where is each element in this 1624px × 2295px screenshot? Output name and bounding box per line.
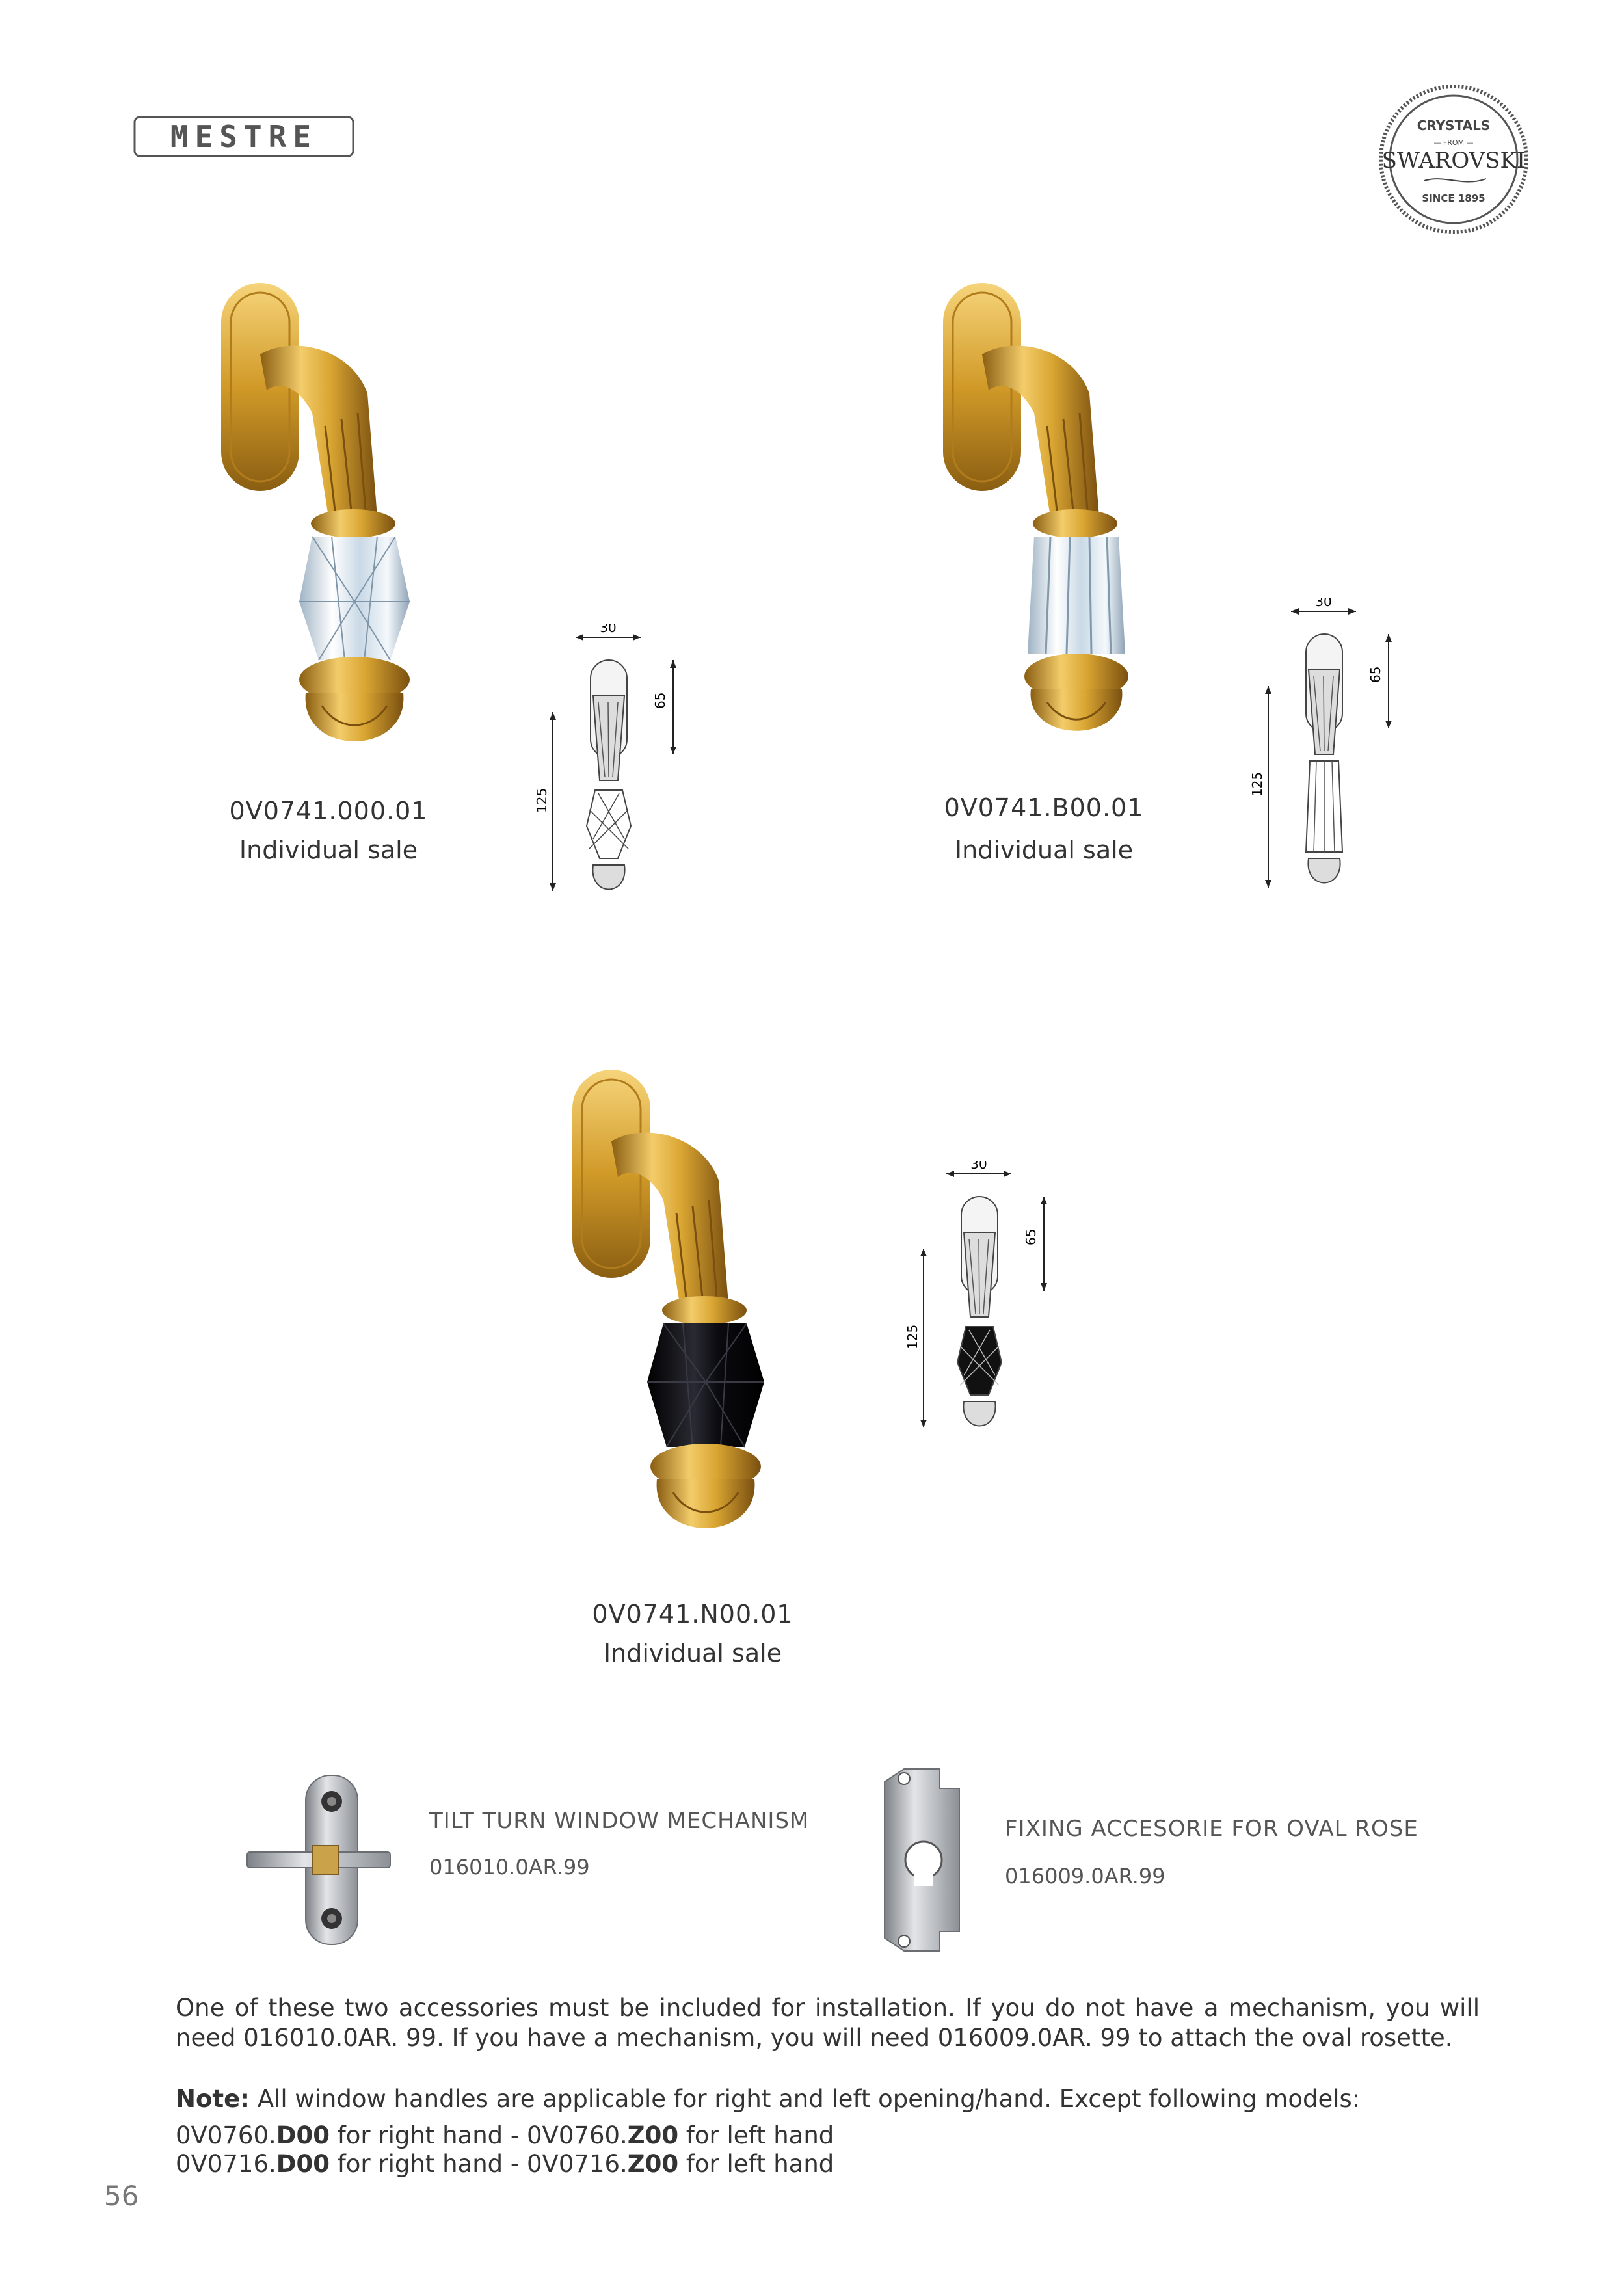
dim-total-label: 125 xyxy=(534,788,550,813)
product-code-3: 0V0741.N00.01 xyxy=(592,1600,793,1628)
dim-width-label: 30 xyxy=(600,624,617,635)
product-code-1: 0V0741.000.01 xyxy=(229,797,428,825)
accessory-code-2: 016009.0AR.99 xyxy=(1005,1864,1165,1889)
technical-drawing-3 xyxy=(891,1161,1073,1447)
exception-model-row-1: 0V0760.D00 for right hand - 0V0760.Z00 for left hand xyxy=(176,2121,834,2149)
dim-width-label: 30 xyxy=(970,1161,987,1172)
dim-total-label: 125 xyxy=(905,1324,920,1349)
dim-rose-label: 65 xyxy=(1023,1228,1039,1245)
handle-photo-black-faceted xyxy=(566,1063,787,1558)
page-number: 56 xyxy=(104,2180,139,2212)
product-code-2: 0V0741.B00.01 xyxy=(944,793,1144,822)
handle-photo-clear-prism xyxy=(937,276,1158,771)
accessory-title-2: FIXING ACCESORIE FOR OVAL ROSE xyxy=(1005,1816,1418,1842)
svg-text:SWAROVSKI: SWAROVSKI xyxy=(1381,148,1526,174)
note-paragraph xyxy=(176,2084,1480,2114)
technical-drawing-1 xyxy=(520,624,702,910)
dim-rose-label: 65 xyxy=(1368,666,1383,683)
dim-total-label: 125 xyxy=(1249,771,1265,797)
swarovski-seal xyxy=(1379,85,1528,234)
tilt-turn-mechanism-photo xyxy=(241,1769,397,1951)
product-sale-3: Individual sale xyxy=(603,1639,782,1667)
note-label: Note: xyxy=(176,2085,250,2113)
dim-width-label: 30 xyxy=(1315,598,1332,609)
dim-rose-label: 65 xyxy=(652,692,668,709)
technical-drawing-2 xyxy=(1236,598,1418,904)
handle-photo-clear-faceted xyxy=(215,276,436,771)
product-sale-1: Individual sale xyxy=(239,836,418,864)
note-text: All window handles are applicable for right and left opening/hand. Except following models: xyxy=(249,2085,1361,2113)
exception-model-row-2: 0V0716.D00 for right hand - 0V0716.Z00 for left hand xyxy=(176,2150,834,2178)
accessory-code-1: 016010.0AR.99 xyxy=(429,1855,590,1879)
installation-paragraph: One of these two accessories must be included for installation. If you do not have a mechanism, you will need 016010.0AR. 99. If you have a mechanism, you will need 016009.0AR. 99 to attach the oval rosette. xyxy=(176,1994,1480,2052)
product-sale-2: Individual sale xyxy=(954,836,1134,864)
svg-text:SINCE 1895: SINCE 1895 xyxy=(1422,192,1485,204)
mestre-logo: MESTRE xyxy=(133,116,354,157)
fixing-accessory-photo xyxy=(875,1762,972,1957)
svg-text:— FROM —: — FROM — xyxy=(1433,139,1474,147)
accessory-title-1: TILT TURN WINDOW MECHANISM xyxy=(429,1808,810,1834)
svg-text:CRYSTALS: CRYSTALS xyxy=(1417,118,1491,133)
